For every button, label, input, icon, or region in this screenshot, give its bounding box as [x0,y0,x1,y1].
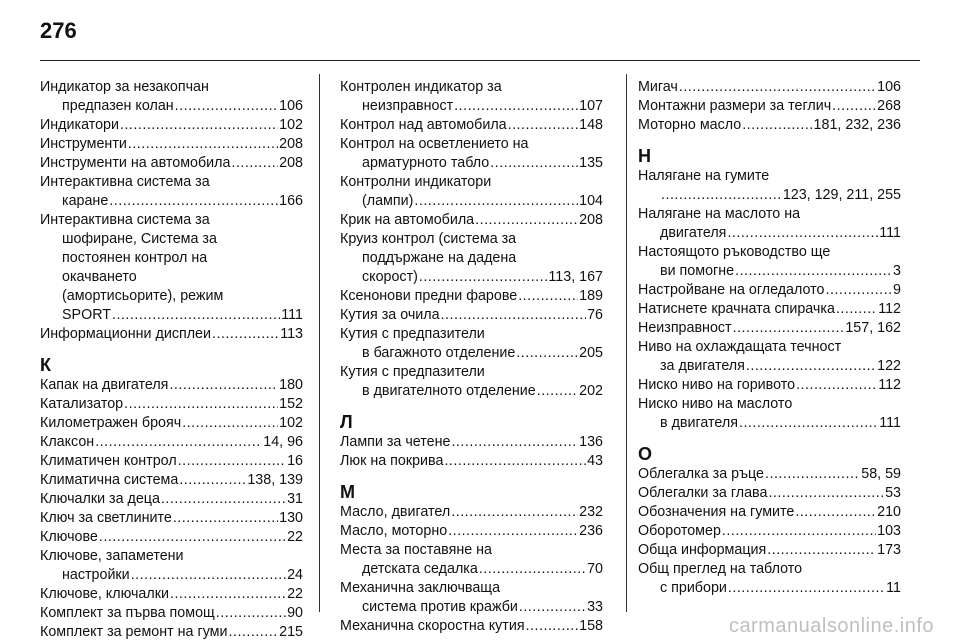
index-entry [40,78,303,116]
leader-dots [169,376,278,395]
page-reference: 70 [587,561,603,577]
page-reference: 148 [579,117,603,133]
entry-text: Климатична система [40,472,179,488]
index-entry [40,376,303,395]
index-entry [40,452,303,471]
index-entry [40,211,303,325]
leader-dots [131,566,286,585]
page-reference: 107 [579,98,603,114]
page-reference: 113, 167 [548,269,603,285]
leader-dots [742,116,812,135]
entry-text: Крик на автомобила [340,212,475,228]
entry-text: Масло, моторно [340,523,448,539]
index-entry [40,325,303,344]
entry-text: Кутия с предпазители [340,326,485,342]
page-reference: 122 [877,358,901,374]
leader-dots [419,268,548,287]
leader-dots [796,376,877,395]
entry-text: Ключове, ключалки [40,586,169,602]
index-entry [340,452,603,471]
page-reference: 236 [579,523,603,539]
index-entry [638,319,901,338]
column-divider-1 [319,74,320,612]
page-reference: 33 [587,599,603,615]
entry-text: (амортисьорите), режим [62,288,224,304]
page-reference: 9 [893,282,901,298]
page-reference: 16 [287,453,303,469]
page-reference: 111 [879,225,901,241]
leader-dots [99,528,286,547]
entry-text: Климатичен контрол [40,453,177,469]
entry-text: Ниско ниво на маслото [638,396,793,412]
index-letter-heading: О [638,444,653,464]
page-reference: 104 [579,193,603,209]
page-reference: 138, 139 [247,472,303,488]
index-entry [340,617,603,636]
page-reference: 90 [287,605,303,621]
index-letter-heading: К [40,355,51,375]
page-reference: 22 [287,529,303,545]
index-entry [40,623,303,642]
entry-text: арматурното табло [362,155,490,171]
entry-text: Интерактивна система за [40,212,210,228]
entry-text: Кутия за очила [340,307,440,323]
page-reference: 111 [879,415,901,431]
leader-dots [170,585,286,604]
index-entry [40,395,303,414]
leader-dots [124,395,278,414]
index-entry [638,205,901,243]
leader-dots [231,154,278,173]
index-entry [638,300,901,319]
leader-dots [229,623,279,642]
entry-text: окачването [62,269,137,285]
entry-text: в двигателя [660,415,738,431]
page-reference: 208 [579,212,603,228]
leader-dots [414,192,578,211]
page-reference: 268 [877,98,901,114]
page-reference: 111 [281,307,303,323]
entry-text: Круиз контрол (система за [340,231,517,247]
index-entry [340,363,603,401]
entry-text: Механична заключваща [340,580,501,596]
index-entry [638,560,901,598]
page-reference: 205 [579,345,603,361]
entry-text: Ключалки за деца [40,491,160,507]
index-entry [340,287,603,306]
index-entry [340,306,603,325]
page-reference: 136 [579,434,603,450]
entry-text: Индикатори [40,117,119,133]
index-entry [638,78,901,97]
entry-text: Натиснете крачната спирачка [638,301,835,317]
header-rule [40,60,920,61]
index-column-1 [40,78,303,642]
entry-text: Моторно масло [638,117,742,133]
index-entry [340,173,603,211]
index-entry [40,433,303,452]
page-reference: 189 [579,288,603,304]
entry-text: Инструменти на автомобила [40,155,231,171]
page-reference: 11 [886,580,901,596]
leader-dots [175,97,278,116]
page-number: 276 [40,18,77,43]
leader-dots [448,522,578,541]
index-entry [40,490,303,509]
page-reference: 102 [279,117,303,133]
entry-text: Индикатор за незакопчан [40,79,209,95]
page-reference: 180 [279,377,303,393]
entry-text: Контролен индикатор за [340,79,502,95]
entry-text: Капак на двигателя [40,377,169,393]
index-entry [638,243,901,281]
leader-dots [832,97,876,116]
leader-dots [441,306,587,325]
leader-dots [173,509,278,528]
leader-dots [451,433,578,452]
leader-dots [128,135,278,154]
index-entry [40,414,303,433]
index-entry [340,116,603,135]
leader-dots [679,78,876,97]
leader-dots [212,325,279,344]
index-letter-heading: Н [638,146,651,166]
index-entry [638,503,901,522]
page-reference: 76 [587,307,603,323]
entry-text: Информационни дисплеи [40,326,211,342]
entry-text: система против кражби [362,599,518,615]
page-reference: 215 [279,624,303,640]
index-entry [638,395,901,433]
index-entry [40,135,303,154]
page-reference: 43 [587,453,603,469]
leader-dots [454,97,578,116]
entry-text: Инструменти [40,136,127,152]
entry-text: скорост) [362,269,418,285]
leader-dots [722,522,876,541]
index-entry [40,528,303,547]
index-entry [638,484,901,503]
entry-text: Облегалка за ръце [638,466,764,482]
leader-dots [182,414,278,433]
index-entry [638,281,901,300]
index-column-3 [638,78,901,598]
page-reference: 3 [893,263,901,279]
page-reference: 152 [279,396,303,412]
leader-dots [826,281,893,300]
entry-text: Облегалки за глава [638,485,768,501]
index-entry [40,154,303,173]
entry-text: постоянен контрол на [62,250,208,266]
leader-dots [767,541,876,560]
index-entry [340,503,603,522]
index-entry [40,173,303,211]
leader-dots [518,287,578,306]
entry-text: неизправност [362,98,454,114]
entry-text: предпазен колан [62,98,174,114]
entry-text: Ключ за светлините [40,510,172,526]
leader-dots [216,604,286,623]
page-reference: 22 [287,586,303,602]
index-entry [638,167,901,205]
leader-dots [661,186,782,205]
entry-text: Оборотомер [638,523,721,539]
entry-text: Комплект за първа помощ [40,605,215,621]
page-reference: 173 [877,542,901,558]
index-entry [40,509,303,528]
index-entry [340,211,603,230]
entry-text: Ниско ниво на горивото [638,377,796,393]
index-entry [638,116,901,135]
leader-dots [479,560,586,579]
page-reference: 58, 59 [861,466,901,482]
leader-dots [733,319,845,338]
entry-text: Ключове, запаметени [40,548,184,564]
entry-text: Механична скоростна кутия [340,618,525,634]
page-reference: 232 [579,504,603,520]
entry-text: Клаксон [40,434,95,450]
index-entry [340,230,603,287]
index-entry [638,522,901,541]
leader-dots [735,262,892,281]
index-entry [638,97,901,116]
page-reference: 112 [878,377,901,393]
page-reference: 135 [579,155,603,171]
entry-text: в багажното отделение [362,345,516,361]
index-entry [638,541,901,560]
page-reference: 31 [287,491,303,507]
entry-text: Километражен брояч [40,415,182,431]
leader-dots [768,484,884,503]
watermark: carmanualsonline.info [728,615,934,637]
entry-text: Ксенонови предни фарове [340,288,518,304]
entry-text: Контрол на осветлението на [340,136,529,152]
index-letter-heading: М [340,482,355,502]
entry-text: Контролни индикатори [340,174,492,190]
leader-dots [765,465,860,484]
index-column-2 [340,78,603,636]
entry-text: шофиране, Система за [62,231,217,247]
page-reference: 202 [579,383,603,399]
column-divider-2 [626,74,627,612]
page-reference: 181, 232, 236 [813,117,901,133]
leader-dots [836,300,877,319]
leader-dots [451,503,578,522]
entry-text: Контрол над автомобила [340,117,507,133]
index-entry [340,433,603,452]
page-reference: 102 [279,415,303,431]
index-entry [340,541,603,579]
leader-dots [795,503,876,522]
index-entry [340,325,603,363]
leader-dots [444,452,586,471]
entry-text: Налягане на гумите [638,168,770,184]
leader-dots [508,116,579,135]
entry-text: настройки [62,567,130,583]
page-reference: 112 [878,301,901,317]
index-letter-heading: Л [340,412,353,432]
leader-dots [727,224,878,243]
entry-text: Масло, двигател [340,504,451,520]
leader-dots [526,617,579,636]
leader-dots [161,490,286,509]
leader-dots [728,579,885,598]
index-entry [340,579,603,617]
entry-text: Места за поставяне на [340,542,492,558]
index-entry [40,471,303,490]
page-reference: 106 [877,79,901,95]
entry-text: SPORT [62,307,111,323]
leader-dots [178,452,286,471]
leader-dots [746,357,876,376]
entry-text: Монтажни размери за теглич [638,98,832,114]
page-reference: 113 [280,326,303,342]
index-entry [340,522,603,541]
page-reference: 208 [279,155,303,171]
leader-dots [95,433,262,452]
leader-dots [109,192,278,211]
page-reference: 130 [279,510,303,526]
entry-text: Интерактивна система за [40,174,210,190]
entry-text: Обща информация [638,542,767,558]
page-reference: 208 [279,136,303,152]
page-reference: 53 [885,485,901,501]
page-reference: 103 [877,523,901,539]
leader-dots [519,598,586,617]
leader-dots [537,382,578,401]
entry-text: Налягане на маслото на [638,206,801,222]
index-entry [40,585,303,604]
leader-dots [179,471,246,490]
entry-text: в двигателното отделение [362,383,536,399]
index-entry [638,376,901,395]
entry-text: Неизправност [638,320,732,336]
leader-dots [739,414,878,433]
entry-text: Мигач [638,79,678,95]
entry-text: Обозначения на гумите [638,504,795,520]
leader-dots [516,344,578,363]
index-entry [40,547,303,585]
index-entry [638,465,901,484]
index-entry [40,116,303,135]
entry-text: Настоящото ръководство ще [638,244,831,260]
entry-text: Общ преглед на таблото [638,561,803,577]
entry-text: с прибори [660,580,727,596]
index-entry [340,135,603,173]
page-reference: 14, 96 [263,434,303,450]
index-entry [40,604,303,623]
leader-dots [490,154,578,173]
entry-text: Лампи за четене [340,434,451,450]
entry-text: каране [62,193,109,209]
entry-text: за двигателя [660,358,745,374]
page-reference: 24 [287,567,303,583]
leader-dots [112,306,280,325]
entry-text: ви помогне [660,263,735,279]
index-entry [340,78,603,116]
page-reference: 106 [279,98,303,114]
entry-text: Ниво на охлаждащата течност [638,339,842,355]
entry-text: Кутия с предпазители [340,364,485,380]
index-entry [638,338,901,376]
entry-text: Люк на покрива [340,453,444,469]
leader-dots [475,211,578,230]
entry-text: детската седалка [362,561,478,577]
page-reference: 123, 129, 211, 255 [782,187,901,203]
entry-text: (лампи) [362,193,414,209]
page-reference: 166 [279,193,303,209]
entry-text: Катализатор [40,396,124,412]
entry-text: Ключове [40,529,98,545]
page-reference: 158 [579,618,603,634]
page-reference: 157, 162 [845,320,901,336]
entry-text: поддържане на дадена [362,250,517,266]
entry-text: Комплект за ремонт на гуми [40,624,228,640]
entry-text: двигателя [660,225,727,241]
entry-text: Настройване на огледалото [638,282,825,298]
page-reference: 210 [877,504,901,520]
leader-dots [120,116,278,135]
